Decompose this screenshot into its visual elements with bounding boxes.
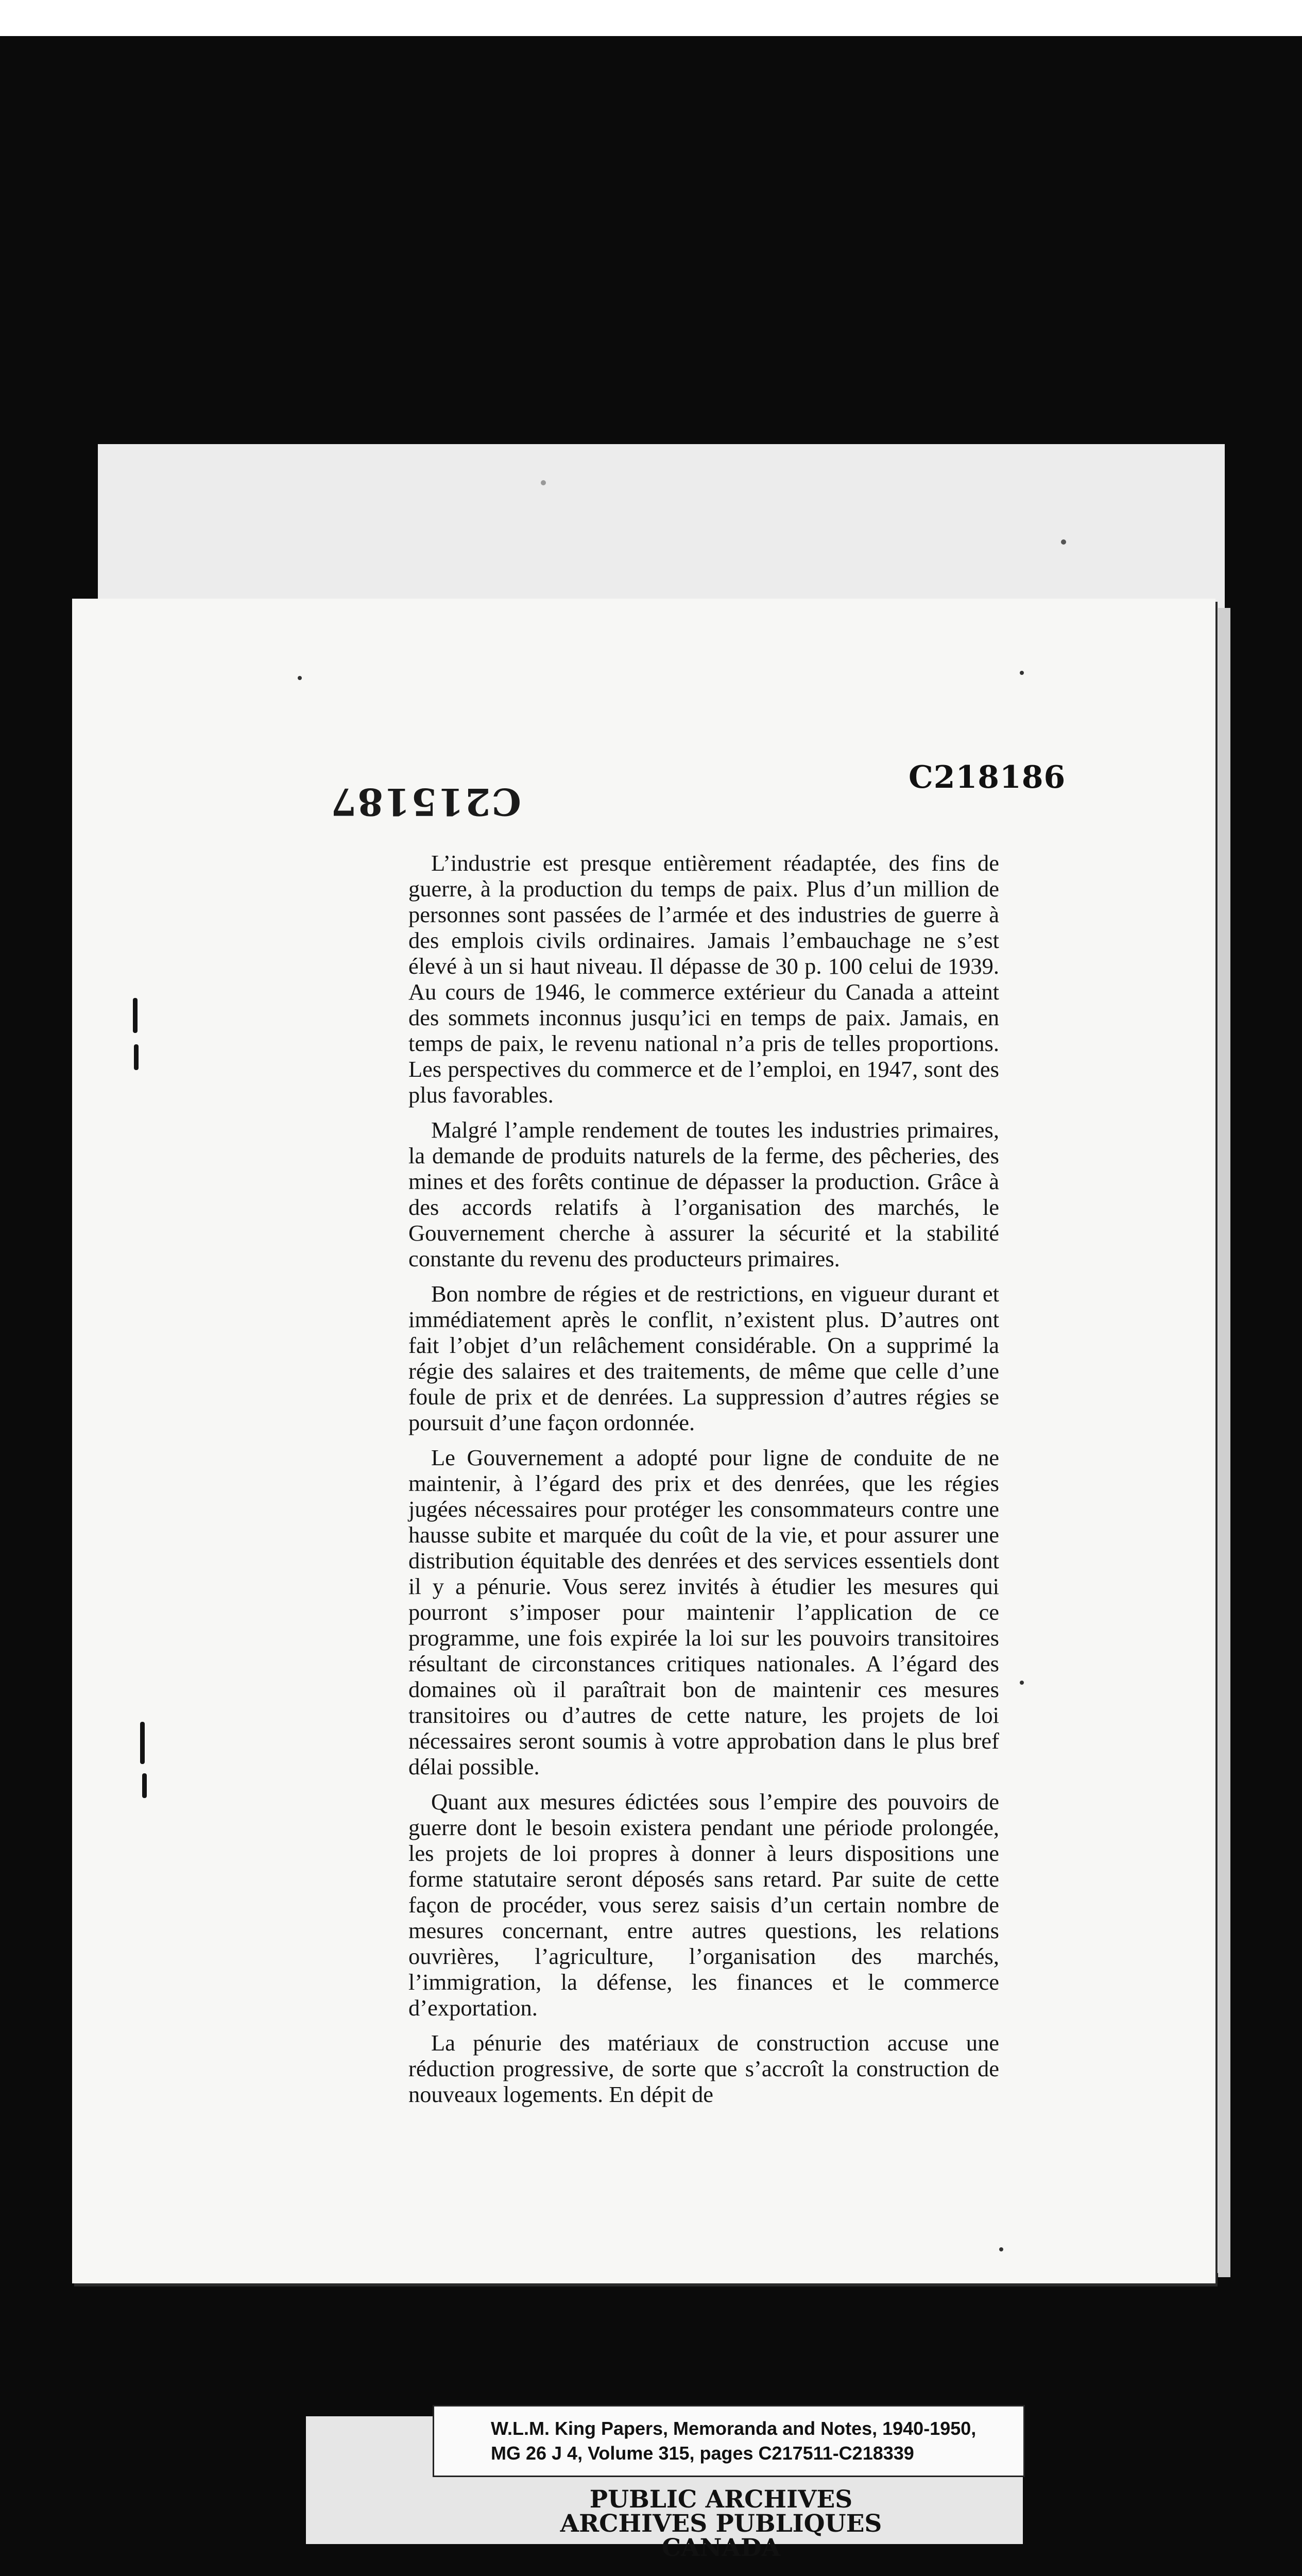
margin-mark — [142, 1773, 147, 1798]
document-page — [72, 599, 1215, 2283]
archive-title — [515, 2487, 927, 2560]
body-text — [408, 850, 999, 2116]
paragraph: La pénurie des matériaux de construction accuse une réduction progressive, de sorte que s’accroît la construction de nouveaux logements. En dépit de — [408, 2030, 999, 2107]
margin-mark — [133, 998, 138, 1033]
speck — [298, 676, 302, 680]
paragraph: Malgré l’ample rendement de toutes les industries primaires, la demande de produits naturels de la ferme, des pêcheries, des mines et des forêts continue de dépasser la production. Grâce à des accords relatifs à l’organisation des marchés, le Gouvernement cherche à assurer la sécurité et la stabilité constante du revenu des producteurs primaires. — [408, 1117, 999, 1272]
margin-mark — [140, 1722, 145, 1764]
speck — [1061, 539, 1066, 545]
page-code: C218186 — [909, 759, 1066, 795]
speck — [541, 480, 546, 485]
speck — [1020, 671, 1024, 675]
archive-title-line: ARCHIVES PUBLIQUES — [560, 2510, 882, 2538]
paragraph: Bon nombre de régies et de restrictions, en vigueur durant et immédiatement après le conflit, n’existent plus. D’autres ont fait l’objet d’un relâchement considérable. On a supprimé la régie des salaires et des traitements, de même que celle d’une foule de prix et de denrées. La suppression d’autres régies se poursuit d’une façon ordonnée. — [408, 1281, 999, 1435]
archive-title-line: PUBLIC ARCHIVES — [589, 2485, 853, 2514]
paragraph: L’industrie est presque entièrement réadaptée, des fins de guerre, à la production du temps de paix. Plus d’un million de personnes sont passées de l’armée et des industries de guerre à des emplois civils ordinaires. Jamais l’embauchage ne s’est élevé à un si haut niveau. Il dépasse de 30 p. 100 celui de 1939. Au cours de 1946, le commerce extérieur du Canada a atteint des sommets inconnus jusqu’ici en temps de paix. Jamais, en temps de paix, le revenu national n’a pris de telles proportions. Les perspectives du commerce et de l’emploi, en 1947, sont des plus favorables. — [408, 850, 999, 1108]
speck — [999, 2247, 1003, 2251]
margin-mark — [134, 1044, 139, 1070]
archive-reference-line: W.L.M. King Papers, Memoranda and Notes, 1940-1950, — [491, 2418, 976, 2439]
archive-title-line: CANADA — [661, 2534, 781, 2562]
mirrored-stamp: C215187 — [330, 780, 521, 824]
archive-reference-line: MG 26 J 4, Volume 315, pages C217511-C218339 — [491, 2443, 914, 2464]
paragraph: Quant aux mesures édictées sous l’empire des pouvoirs de guerre dont le besoin existera pendant une période prolongée, les projets de loi propres à donner à leurs dispositions une forme statutaire seront déposés sans retard. Par suite de cette façon de procéder, vous serez saisis d’un certain nombre de mesures concernant, entre autres questions, les relations ouvrières, l’agriculture, l’organisation des marchés, l’immigration, la défense, les finances et le commerce d’exportation. — [408, 1789, 999, 2021]
archive-reference-label — [433, 2405, 1025, 2477]
speck — [1020, 1681, 1024, 1685]
page-edge — [1218, 608, 1230, 2277]
top-film-border — [0, 0, 1302, 36]
paragraph: Le Gouvernement a adopté pour ligne de conduite de ne maintenir, à l’égard des prix et des denrées, que les régies jugées nécessaires pour protéger les consommateurs contre une hausse subite et marquée du coût de la vie, et pour assurer une distribution équitable des denrées et des services essentiels dont il y a pénurie. Vous serez invités à étudier les mesures qui pourront s’imposer pour maintenir l’application de ce programme, une fois expirée la loi sur les pouvoirs transitoires résultant de circonstances critiques nationales. A l’égard des domaines où il paraîtrait bon de maintenir ces mesures transitoires ou d’autres de cette nature, les projets de loi nécessaires seront soumis à votre approbation dans le plus bref délai possible. — [408, 1445, 999, 1780]
